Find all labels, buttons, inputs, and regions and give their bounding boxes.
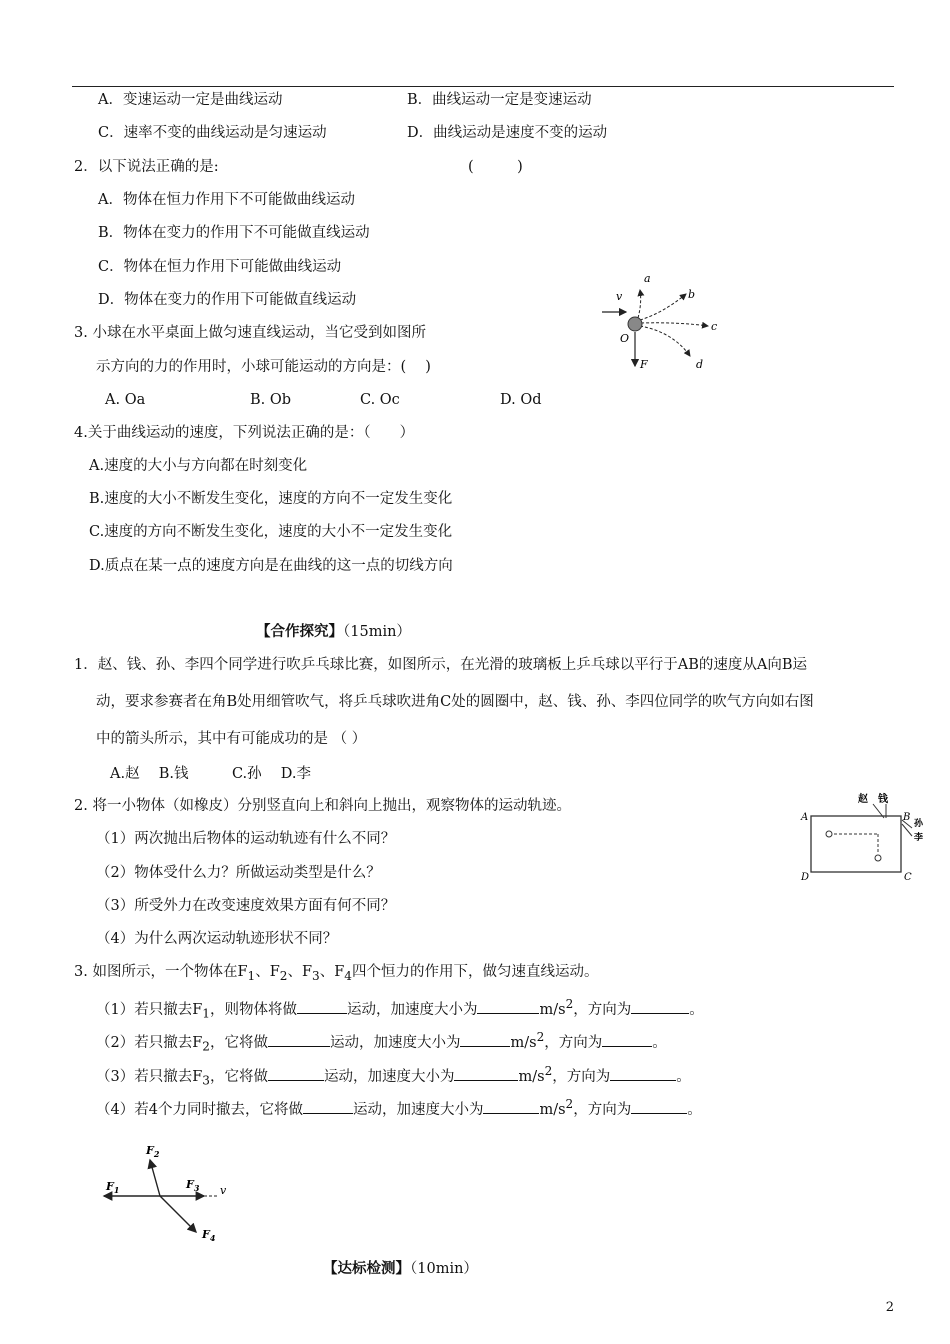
section-time: （10min） [410,1261,478,1277]
answer-blank[interactable] [631,999,689,1014]
q1-option-b: B．曲线运动一定是变速运动 [407,92,592,108]
q2-answer-paren: ( ) [468,159,523,175]
label-v: v [220,1184,227,1197]
ping-pong-board-figure [798,790,928,886]
answer-blank[interactable] [602,1032,652,1047]
answer-blank[interactable] [610,1066,676,1081]
label-f4: $F_4$ [202,1228,216,1243]
p2-stem: 2. 将一小物体（如橡皮）分别竖直向上和斜向上抛出，观察物体的运动轨迹。 [74,798,571,814]
q3-stem-line2: 示方向的力的作用时，小球可能运动的方向是：( ) [96,359,431,375]
glass-board [811,816,901,872]
label-f: F [640,358,648,371]
answer-blank[interactable] [454,1066,518,1081]
section-title: 【达标检测】 [323,1261,410,1277]
q3-option-a: A. Oa [105,392,146,408]
q3-option-b: B. Ob [250,392,292,408]
q2-stem: 2．以下说法正确的是: [74,159,219,175]
p1-line1: 1．赵、钱、孙、李四个同学进行吹乒乓球比赛，如图所示，在光滑的玻璃板上乒乓球以平行于AB的速度从A向B运 [74,657,807,673]
q1-option-c: C．速率不变的曲线运动是匀速运动 [98,125,327,141]
ball-force-figure [598,268,728,376]
section-time: （15min） [343,624,411,640]
q4-option-d: D.质点在某一点的速度方向是在曲线的这一点的切线方向 [89,558,453,574]
p1-options: A.赵 B.钱 C.孙 D.李 [110,766,311,782]
q1-option-a: A．变速运动一定是曲线运动 [98,92,283,108]
label-f2: $F_2$ [146,1144,160,1159]
p1-line3: 中的箭头所示，其中有可能成功的是 （ ） [96,731,367,747]
q2-option-d: D．物体在变力的作用下可能做直线运动 [98,292,357,308]
p2-q2: （2）物体受什么力？所做运动类型是什么？ [96,865,381,881]
force-diagram [100,1138,240,1244]
label-li: 李 [914,833,924,843]
answer-blank[interactable] [631,1099,687,1114]
label-corner-a: A [801,812,809,823]
q4-option-b: B.速度的大小不断发生变化，速度的方向不一定发生变化 [89,491,453,507]
answer-blank[interactable] [460,1032,510,1047]
answer-blank[interactable] [303,1099,353,1114]
page-number: 2 [885,1300,894,1315]
q4-option-c: C.速度的方向不断发生变化，速度的大小不一定发生变化 [89,524,453,540]
p3-sub3: （3）若只撤去$F_3$，它将做 运动，加速度大小为 $m/s^2$，方向为 。 [96,1064,691,1088]
path-a [638,290,641,318]
label-d: d [696,358,704,371]
q4-stem: 4.关于曲线运动的速度，下列说法正确的是：（ ） [74,425,415,441]
p3-stem: 3. 如图所示，一个物体在$F_1$、$F_2$、$F_3$、$F_4$四个恒力的作用下，做匀速直线运动。 [74,964,599,983]
section-heading-assessment [323,1259,478,1279]
q3-option-d: D. Od [500,392,542,408]
blow-arrow-li [902,824,912,836]
p1-line2: 动，要求参赛者在角B处用细管吹气，将乒乓球吹进角C处的圆圈中，赵、钱、孙、李四位同学的吹气方向如右图 [96,694,814,710]
answer-blank[interactable] [483,1099,539,1114]
q2-option-c: C．物体在恒力作用下可能做曲线运动 [98,259,342,275]
section-heading-cooperative [256,622,411,642]
ping-pong-ball [826,831,832,837]
q3-option-c: C. Oc [360,392,400,408]
ball [628,317,642,331]
section-title: 【合作探究】 [256,624,343,640]
label-corner-d: D [801,872,810,883]
label-sun: 孙 [914,819,924,829]
label-v: v [616,290,623,303]
label-qian: 钱 [878,794,888,805]
label-f3: $F_3$ [186,1178,200,1193]
label-o: O [620,332,630,345]
q2-option-a: A．物体在恒力作用下不可能做曲线运动 [98,192,355,208]
p3-sub4: （4）若4个力同时撤去，它将做 运动，加速度大小为 $m/s^2$，方向为 。 [96,1097,702,1118]
p3-sub1: （1）若只撤去$F_1$，则物体将做 运动，加速度大小为 $m/s^2$，方向为 。 [96,997,704,1021]
target-circle [875,855,881,861]
arrow-f4 [160,1196,196,1232]
path-b [640,294,686,320]
p2-q4: （4）为什么两次运动轨迹形状不同？ [96,931,338,947]
p2-q1: （1）两次抛出后物体的运动轨迹有什么不同？ [96,831,396,847]
q1-option-d: D．曲线运动是速度不变的运动 [407,125,608,141]
answer-blank[interactable] [268,1066,324,1081]
label-zhao: 赵 [858,794,868,805]
answer-blank[interactable] [268,1032,330,1047]
q4-option-a: A.速度的大小与方向都在时刻变化 [89,458,308,474]
label-c: c [711,320,718,333]
q2-option-b: B．物体在变力的作用下不可能做直线运动 [98,225,370,241]
answer-blank[interactable] [297,999,347,1014]
label-b: b [688,288,696,301]
label-f1: $F_1$ [106,1180,120,1195]
path-c [641,323,708,326]
answer-blank[interactable] [477,999,539,1014]
arrow-f2 [150,1160,160,1196]
q3-stem-line1: 3. 小球在水平桌面上做匀速直线运动，当它受到如图所 [74,325,426,341]
label-corner-b: B [903,812,911,823]
p3-sub2: （2）若只撤去$F_2$，它将做 运动，加速度大小为 $m/s^2$，方向为 。 [96,1030,667,1054]
path-d [640,326,690,356]
label-corner-c: C [904,872,912,883]
p2-q3: （3）所受外力在改变速度效果方面有何不同？ [96,898,396,914]
label-a: a [644,272,651,285]
top-rule [72,86,894,87]
